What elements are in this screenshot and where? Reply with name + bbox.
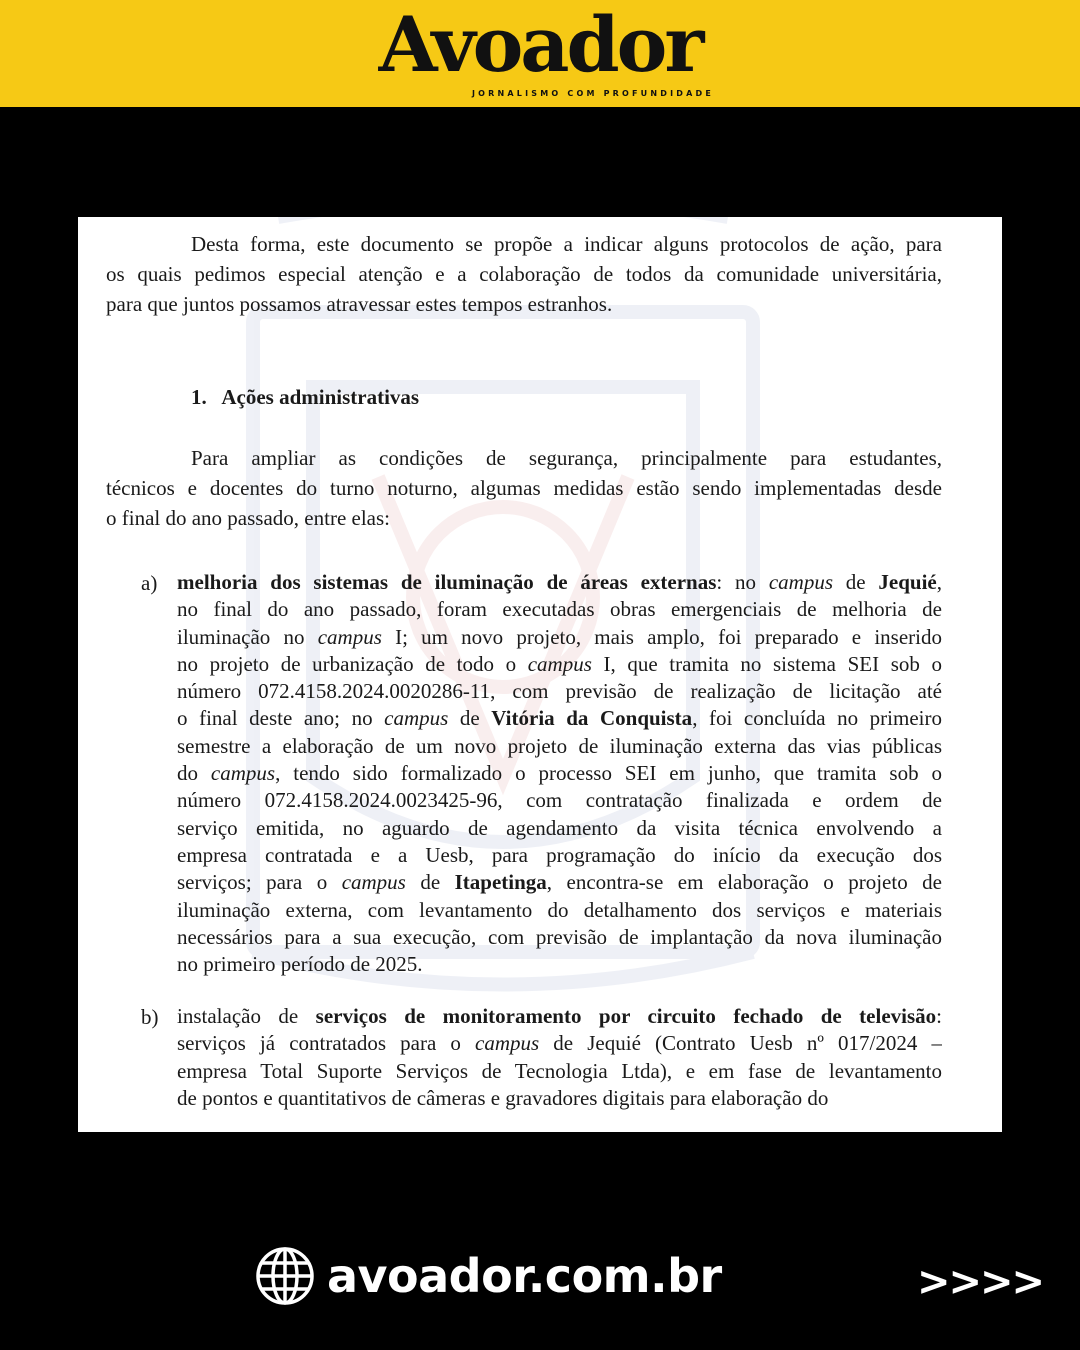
text-segment: de [405, 870, 455, 895]
text-segment: serviços; para o [177, 870, 342, 895]
text-segment: do [177, 761, 211, 786]
text-segment: iluminação externa, com levantamento do detalhamento dos serviços e materiais [177, 897, 942, 922]
bold-text: Itapetinga [454, 870, 547, 895]
text-segment: no final do ano passado, foram executadas obras emergenciais de melhoria de [177, 597, 942, 622]
website-link[interactable]: avoador.com.br [327, 1249, 722, 1303]
text-segment: número 072.4158.2024.0020286-11, com previsão de realização de licitação até [177, 679, 942, 704]
italic-text: campus [527, 651, 592, 676]
text-segment: , [936, 570, 942, 594]
text-line [177, 1003, 942, 1030]
document-page [78, 217, 1002, 1132]
list-marker: b) [141, 1005, 159, 1029]
text-line [177, 1058, 942, 1085]
text-line [177, 760, 942, 787]
text-line [177, 596, 942, 623]
bold-text: serviços de monitoramento por circuito fechado de televisão [315, 1004, 937, 1028]
text-line [177, 869, 942, 896]
text-segment: de [448, 706, 492, 731]
text-segment: serviços já contratados para o [177, 1031, 476, 1056]
text-line [177, 733, 942, 760]
text-line [177, 678, 942, 705]
text-line: técnicos e docentes do turno noturno, algumas medidas estão sendo implementadas desde [106, 476, 942, 500]
text-segment: , tendo sido formalizado o processo SEI em junho, que tramita sob o [275, 761, 942, 786]
text-segment: empresa Total Suporte Serviços de Tecnologia Ltda), e em fase de levantamento [177, 1058, 942, 1083]
text-line: Desta forma, este documento se propõe a indicar alguns protocolos de ação, para [191, 232, 942, 256]
text-line [177, 924, 942, 951]
text-segment: no projeto de urbanização de todo o [177, 651, 528, 676]
text-line [177, 787, 942, 814]
text-line: os quais pedimos especial atenção e a colaboração de todos da comunidade universitária, [106, 262, 942, 286]
text-segment: I; um novo projeto, mais amplo, foi preparado e inserido [381, 624, 942, 649]
logo[interactable]: Avoador [378, 0, 702, 89]
italic-text: campus [475, 1031, 540, 1056]
section-title: Ações administrativas [221, 385, 420, 409]
text-segment: : [936, 1004, 942, 1028]
section-intro-paragraph [106, 443, 942, 533]
text-line [177, 842, 942, 869]
globe-icon [254, 1245, 316, 1307]
italic-text: campus [341, 870, 406, 895]
text-segment: instalação de [177, 1004, 316, 1028]
tagline: JORNALISMO COM PROFUNDIDADE [471, 89, 715, 98]
text-line: Para ampliar as condições de segurança, principalmente para estudantes, [191, 446, 942, 470]
text-line [177, 1030, 942, 1057]
intro-paragraph [106, 229, 942, 319]
text-segment: necessários para a sua execução, com previsão de implantação da nova iluminação [177, 924, 942, 949]
text-line [177, 651, 942, 678]
bold-text: Vitória da Conquista [491, 706, 693, 731]
text-segment: empresa contratada e a Uesb, para programação do início da execução dos [177, 842, 942, 867]
bold-text: melhoria dos sistemas de iluminação de áreas externas [177, 570, 717, 594]
list-item-a [177, 569, 942, 978]
italic-text: campus [317, 624, 382, 649]
section-number: 1. [191, 385, 207, 409]
text-segment: de Jequié (Contrato Uesb nº 017/2024 – [539, 1031, 942, 1056]
text-line [177, 705, 942, 732]
text-segment: no primeiro período de 2025. [177, 952, 423, 977]
header-bar [0, 0, 1080, 107]
text-line [177, 1085, 942, 1112]
text-line [177, 624, 942, 651]
text-line: para que juntos possamos atravessar estes tempos estranhos. [106, 292, 613, 316]
text-segment: o final deste ano; no [177, 706, 385, 731]
text-segment: serviço emitida, no aguardo de agendamento da visita técnica envolvendo a [177, 815, 942, 840]
section-heading [191, 385, 419, 410]
italic-text: campus [768, 570, 833, 594]
text-segment: : no [716, 570, 769, 594]
text-line [177, 951, 942, 978]
text-segment: iluminação no [177, 624, 318, 649]
list-marker: a) [141, 571, 158, 595]
italic-text: campus [210, 761, 276, 786]
text-line: o final do ano passado, entre elas: [106, 506, 390, 530]
text-segment: semestre a elaboração de um novo projeto de iluminação externa das vias públicas [177, 733, 942, 758]
text-segment: número 072.4158.2024.0023425-96, com contratação finalizada e ordem de [177, 788, 942, 813]
text-segment: , foi concluída no primeiro [692, 706, 942, 731]
next-arrows[interactable]: >>>> [917, 1259, 1044, 1305]
italic-text: campus [384, 706, 449, 731]
text-line [177, 815, 942, 842]
text-segment: , encontra-se em elaboração o projeto de [546, 870, 942, 895]
list-item-b [177, 1003, 942, 1112]
text-segment: de pontos e quantitativos de câmeras e gravadores digitais para elaboração do [177, 1085, 829, 1110]
text-line [177, 569, 942, 596]
text-line [177, 897, 942, 924]
text-segment: I, que tramita no sistema SEI sob o [591, 651, 942, 676]
text-segment: de [833, 570, 879, 594]
bold-text: Jequié [878, 570, 937, 594]
